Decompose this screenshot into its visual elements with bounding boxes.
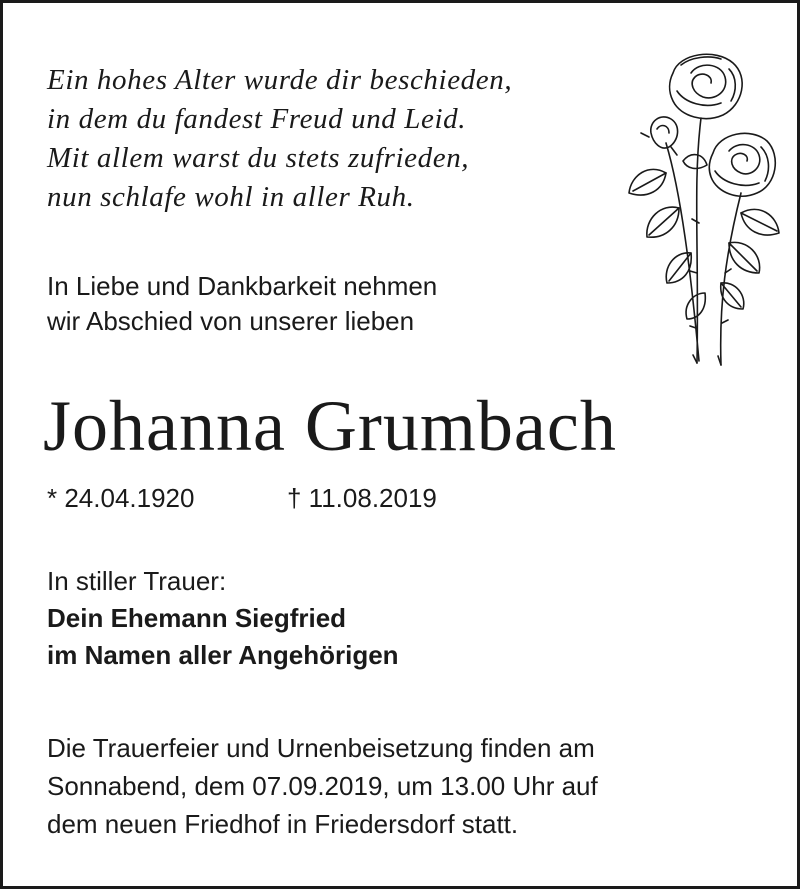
intro-line: In Liebe und Dankbarkeit nehmen xyxy=(47,271,438,301)
poem-line: nun schlafe wohl in aller Ruh. xyxy=(47,181,415,213)
poem xyxy=(47,61,512,217)
intro-text xyxy=(47,269,437,339)
service-line: Sonnabend, dem 07.09.2019, um 13.00 Uhr auf xyxy=(47,771,598,801)
mourner-line: im Namen aller Angehörigen xyxy=(47,640,399,670)
mourners xyxy=(47,563,399,674)
service-line: Die Trauerfeier und Urnenbeisetzung finden am xyxy=(47,733,595,763)
death-date: † 11.08.2019 xyxy=(287,483,437,513)
life-dates xyxy=(47,481,437,516)
service-line: dem neuen Friedhof in Friedersdorf statt. xyxy=(47,809,519,839)
poem-line: in dem du fandest Freud und Leid. xyxy=(47,103,467,135)
poem-line: Mit allem warst du stets zufrieden, xyxy=(47,142,470,174)
roses-icon xyxy=(621,43,791,373)
service-info xyxy=(47,729,598,843)
intro-line: wir Abschied von unserer lieben xyxy=(47,306,415,336)
birth-date: * 24.04.1920 xyxy=(47,483,195,513)
mourners-heading: In stiller Trauer: xyxy=(47,566,227,596)
poem-line: Ein hohes Alter wurde dir beschieden, xyxy=(47,64,513,96)
deceased-name: Johanna Grumbach xyxy=(43,386,617,466)
mourner-line: Dein Ehemann Siegfried xyxy=(47,603,347,633)
